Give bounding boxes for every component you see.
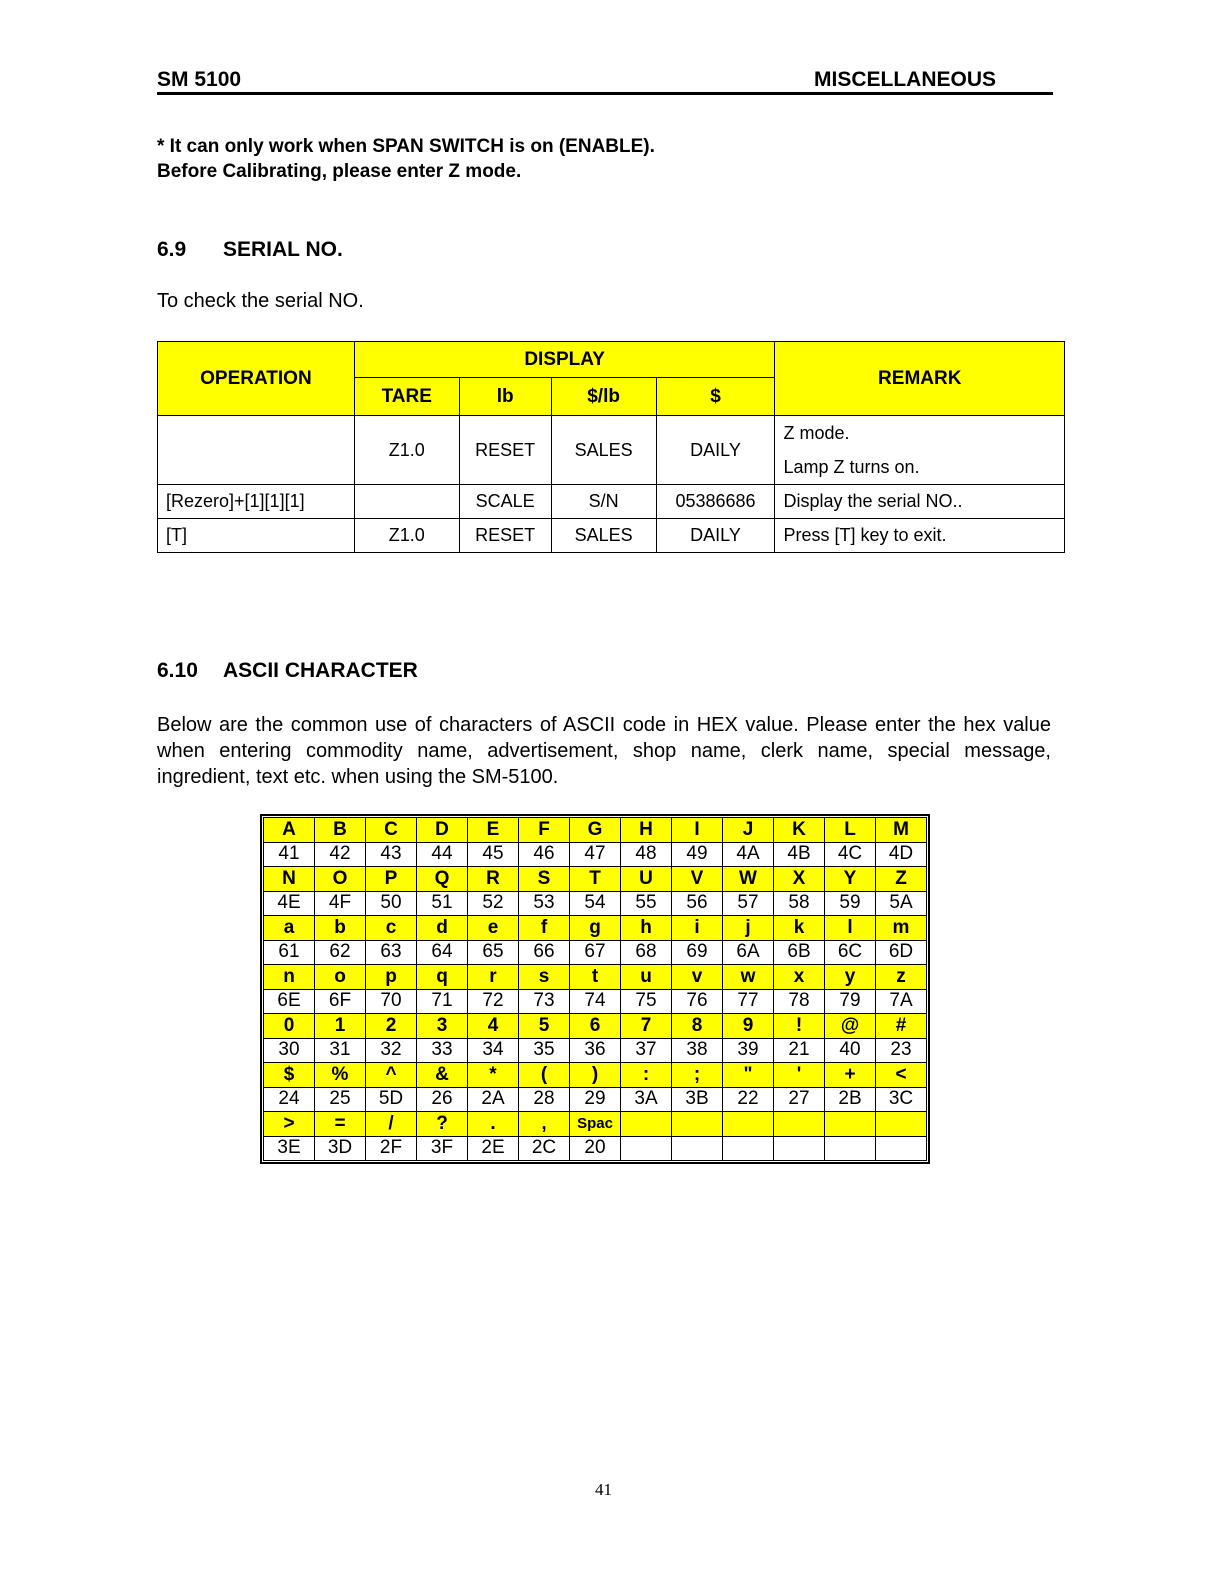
ascii-hex-cell: 59 <box>825 891 876 916</box>
ascii-hex-cell: 39 <box>723 1038 774 1063</box>
ascii-hex-cell: 70 <box>366 989 417 1014</box>
ascii-hex-row <box>264 891 927 916</box>
ascii-hex-cell: 58 <box>774 891 825 916</box>
ascii-hex-cell: 57 <box>723 891 774 916</box>
ascii-hex-cell: 27 <box>774 1087 825 1112</box>
ascii-char-cell: H <box>621 818 672 843</box>
ascii-char-cell: 9 <box>723 1014 774 1039</box>
ascii-char-row <box>264 1014 927 1039</box>
ascii-char-cell: J <box>723 818 774 843</box>
ascii-table <box>263 817 927 1161</box>
ascii-hex-cell: 24 <box>264 1087 315 1112</box>
ascii-hex-cell: 51 <box>417 891 468 916</box>
ascii-hex-cell: 21 <box>774 1038 825 1063</box>
header-operation: OPERATION <box>158 342 355 416</box>
ascii-hex-cell: 74 <box>570 989 621 1014</box>
ascii-char-cell: % <box>315 1063 366 1088</box>
header-model: SM 5100 <box>157 68 242 91</box>
ascii-char-cell: 1 <box>315 1014 366 1039</box>
ascii-char-cell: D <box>417 818 468 843</box>
ascii-char-cell: v <box>672 965 723 990</box>
header-lb: lb <box>459 378 551 416</box>
ascii-hex-cell: 2F <box>366 1136 417 1161</box>
table-row <box>158 416 1065 485</box>
ascii-hex-cell <box>825 1136 876 1161</box>
ascii-char-cell: ) <box>570 1063 621 1088</box>
ascii-hex-cell: 4C <box>825 842 876 867</box>
ascii-char-cell: N <box>264 867 315 892</box>
ascii-hex-cell: 42 <box>315 842 366 867</box>
ascii-char-cell: d <box>417 916 468 941</box>
ascii-char-cell: R <box>468 867 519 892</box>
ascii-hex-cell <box>876 1136 927 1161</box>
ascii-char-cell: . <box>468 1112 519 1137</box>
ascii-hex-cell: 4E <box>264 891 315 916</box>
ascii-hex-row <box>264 842 927 867</box>
ascii-char-cell <box>621 1112 672 1137</box>
header-tare: TARE <box>354 378 459 416</box>
ascii-hex-cell: 3E <box>264 1136 315 1161</box>
ascii-char-cell: P <box>366 867 417 892</box>
ascii-table-frame <box>260 814 930 1164</box>
note-span-switch: * It can only work when SPAN SWITCH is on (ENABLE). <box>157 136 655 157</box>
ascii-hex-cell: 43 <box>366 842 417 867</box>
ascii-hex-cell: 47 <box>570 842 621 867</box>
ascii-hex-cell: 29 <box>570 1087 621 1112</box>
ascii-char-cell: , <box>519 1112 570 1137</box>
ascii-hex-cell: 46 <box>519 842 570 867</box>
ascii-char-cell: * <box>468 1063 519 1088</box>
cell-remark <box>775 416 1065 485</box>
ascii-char-cell: = <box>315 1112 366 1137</box>
header-section: MISCELLANEOUS <box>814 68 997 91</box>
table-row <box>158 485 1065 519</box>
ascii-hex-cell: 2E <box>468 1136 519 1161</box>
ascii-char-cell: q <box>417 965 468 990</box>
ascii-hex-cell <box>621 1136 672 1161</box>
ascii-hex-cell: 3D <box>315 1136 366 1161</box>
ascii-char-cell: ' <box>774 1063 825 1088</box>
ascii-hex-cell: 50 <box>366 891 417 916</box>
ascii-char-cell: Q <box>417 867 468 892</box>
ascii-char-cell: : <box>621 1063 672 1088</box>
ascii-char-cell: ? <box>417 1112 468 1137</box>
ascii-char-cell: # <box>876 1014 927 1039</box>
ascii-char-cell: 8 <box>672 1014 723 1039</box>
ascii-hex-row <box>264 1038 927 1063</box>
ascii-hex-cell: 32 <box>366 1038 417 1063</box>
remark-line: Lamp Z turns on. <box>783 457 920 477</box>
ascii-description: Below are the common use of characters of ASCII code in HEX value. Please enter the hex value when entering commodity name, advertisement, shop name, clerk name, special message, ingredient, text etc. when using the SM-5100. <box>157 714 1051 788</box>
ascii-hex-row <box>264 1087 927 1112</box>
ascii-hex-cell: 71 <box>417 989 468 1014</box>
ascii-char-cell: T <box>570 867 621 892</box>
ascii-hex-cell: 56 <box>672 891 723 916</box>
ascii-char-cell <box>825 1112 876 1137</box>
ascii-char-cell: j <box>723 916 774 941</box>
ascii-char-cell: u <box>621 965 672 990</box>
ascii-char-cell: 4 <box>468 1014 519 1039</box>
section-title: ASCII CHARACTER <box>223 659 418 682</box>
ascii-hex-cell: 63 <box>366 940 417 965</box>
ascii-char-cell: E <box>468 818 519 843</box>
cell-tare: Z1.0 <box>354 416 459 485</box>
ascii-char-cell: o <box>315 965 366 990</box>
ascii-char-cell: b <box>315 916 366 941</box>
ascii-char-cell: F <box>519 818 570 843</box>
ascii-char-cell: / <box>366 1112 417 1137</box>
ascii-char-cell: W <box>723 867 774 892</box>
cell-dollar: DAILY <box>656 416 775 485</box>
ascii-hex-cell: 31 <box>315 1038 366 1063</box>
ascii-hex-cell: 33 <box>417 1038 468 1063</box>
cell-operation <box>158 416 355 485</box>
ascii-char-cell: X <box>774 867 825 892</box>
ascii-hex-cell: 77 <box>723 989 774 1014</box>
ascii-hex-cell: 6C <box>825 940 876 965</box>
ascii-hex-cell: 53 <box>519 891 570 916</box>
ascii-char-cell: < <box>876 1063 927 1088</box>
ascii-char-cell: L <box>825 818 876 843</box>
serial-intro: To check the serial NO. <box>157 290 364 312</box>
ascii-hex-cell: 34 <box>468 1038 519 1063</box>
cell-operation: [T] <box>158 519 355 553</box>
ascii-char-cell: 0 <box>264 1014 315 1039</box>
section-title: SERIAL NO. <box>223 238 343 261</box>
ascii-hex-cell: 78 <box>774 989 825 1014</box>
ascii-hex-cell: 20 <box>570 1136 621 1161</box>
remark-line: Z mode. <box>783 423 850 443</box>
serial-table <box>157 341 1065 553</box>
cell-operation: [Rezero]+[1][1][1] <box>158 485 355 519</box>
page-number: 41 <box>595 1480 612 1499</box>
ascii-char-row <box>264 818 927 843</box>
ascii-hex-cell: 4F <box>315 891 366 916</box>
cell-lb: RESET <box>459 416 551 485</box>
ascii-char-row <box>264 1063 927 1088</box>
ascii-char-cell: a <box>264 916 315 941</box>
ascii-hex-cell: 4B <box>774 842 825 867</box>
ascii-char-cell: Z <box>876 867 927 892</box>
cell-tare: Z1.0 <box>354 519 459 553</box>
table-row <box>158 519 1065 553</box>
ascii-hex-cell: 28 <box>519 1087 570 1112</box>
cell-dollar: DAILY <box>656 519 775 553</box>
ascii-hex-cell: 73 <box>519 989 570 1014</box>
ascii-char-row <box>264 916 927 941</box>
ascii-hex-cell: 79 <box>825 989 876 1014</box>
ascii-char-cell <box>774 1112 825 1137</box>
ascii-char-row <box>264 867 927 892</box>
cell-dollar-lb: SALES <box>551 519 656 553</box>
ascii-char-cell: @ <box>825 1014 876 1039</box>
ascii-char-cell: i <box>672 916 723 941</box>
header-dollar: $ <box>656 378 775 416</box>
ascii-hex-cell: 6F <box>315 989 366 1014</box>
cell-lb: RESET <box>459 519 551 553</box>
ascii-char-cell: 5 <box>519 1014 570 1039</box>
ascii-hex-cell: 2B <box>825 1087 876 1112</box>
ascii-char-cell: p <box>366 965 417 990</box>
ascii-char-cell: 7 <box>621 1014 672 1039</box>
ascii-char-cell: I <box>672 818 723 843</box>
ascii-char-row <box>264 965 927 990</box>
ascii-char-cell: ; <box>672 1063 723 1088</box>
header-rule <box>157 92 1053 95</box>
ascii-hex-cell: 35 <box>519 1038 570 1063</box>
note-z-mode: Before Calibrating, please enter Z mode. <box>157 161 522 182</box>
ascii-char-cell: h <box>621 916 672 941</box>
ascii-hex-cell: 5A <box>876 891 927 916</box>
ascii-char-cell: 3 <box>417 1014 468 1039</box>
ascii-hex-cell: 6B <box>774 940 825 965</box>
ascii-hex-row <box>264 940 927 965</box>
ascii-char-cell: w <box>723 965 774 990</box>
cell-dollar-lb: SALES <box>551 416 656 485</box>
cell-dollar: 05386686 <box>656 485 775 519</box>
ascii-char-cell: ^ <box>366 1063 417 1088</box>
cell-remark: Press [T] key to exit. <box>775 519 1065 553</box>
ascii-hex-cell: 3B <box>672 1087 723 1112</box>
ascii-hex-cell: 37 <box>621 1038 672 1063</box>
ascii-char-cell: m <box>876 916 927 941</box>
ascii-char-cell: e <box>468 916 519 941</box>
ascii-char-cell: & <box>417 1063 468 1088</box>
ascii-char-cell: V <box>672 867 723 892</box>
section-number: 6.10 <box>157 659 198 682</box>
ascii-char-cell: ( <box>519 1063 570 1088</box>
ascii-char-cell: > <box>264 1112 315 1137</box>
ascii-char-cell: f <box>519 916 570 941</box>
ascii-char-cell: n <box>264 965 315 990</box>
ascii-hex-cell: 44 <box>417 842 468 867</box>
ascii-char-cell: S <box>519 867 570 892</box>
section-heading-serial <box>157 238 343 262</box>
ascii-hex-cell: 2A <box>468 1087 519 1112</box>
ascii-char-cell: r <box>468 965 519 990</box>
ascii-char-cell: Spac <box>570 1112 621 1137</box>
ascii-hex-cell <box>723 1136 774 1161</box>
ascii-char-cell: B <box>315 818 366 843</box>
ascii-hex-cell: 62 <box>315 940 366 965</box>
section-heading-ascii <box>157 659 418 683</box>
ascii-hex-cell: 3C <box>876 1087 927 1112</box>
ascii-char-cell <box>876 1112 927 1137</box>
ascii-hex-cell: 6A <box>723 940 774 965</box>
ascii-char-cell: s <box>519 965 570 990</box>
ascii-hex-cell: 2C <box>519 1136 570 1161</box>
ascii-char-cell: " <box>723 1063 774 1088</box>
ascii-hex-cell: 76 <box>672 989 723 1014</box>
ascii-hex-cell: 23 <box>876 1038 927 1063</box>
ascii-char-cell: U <box>621 867 672 892</box>
ascii-char-cell: g <box>570 916 621 941</box>
ascii-char-cell <box>672 1112 723 1137</box>
ascii-char-cell: K <box>774 818 825 843</box>
ascii-hex-row <box>264 989 927 1014</box>
ascii-char-cell: k <box>774 916 825 941</box>
header-remark: REMARK <box>775 342 1065 416</box>
ascii-hex-cell: 4D <box>876 842 927 867</box>
ascii-char-cell: C <box>366 818 417 843</box>
ascii-char-cell: z <box>876 965 927 990</box>
header-dollar-lb: $/lb <box>551 378 656 416</box>
ascii-char-cell: y <box>825 965 876 990</box>
ascii-hex-cell: 45 <box>468 842 519 867</box>
ascii-hex-cell <box>774 1136 825 1161</box>
ascii-hex-cell: 6D <box>876 940 927 965</box>
ascii-hex-cell: 65 <box>468 940 519 965</box>
ascii-hex-cell: 64 <box>417 940 468 965</box>
ascii-hex-cell: 40 <box>825 1038 876 1063</box>
ascii-hex-cell: 22 <box>723 1087 774 1112</box>
ascii-hex-cell: 38 <box>672 1038 723 1063</box>
ascii-hex-cell: 68 <box>621 940 672 965</box>
header-display: DISPLAY <box>354 342 775 378</box>
ascii-char-cell: O <box>315 867 366 892</box>
ascii-hex-cell: 69 <box>672 940 723 965</box>
ascii-char-cell: c <box>366 916 417 941</box>
ascii-hex-cell: 30 <box>264 1038 315 1063</box>
ascii-hex-cell: 3A <box>621 1087 672 1112</box>
cell-tare <box>354 485 459 519</box>
ascii-char-cell: 6 <box>570 1014 621 1039</box>
ascii-char-cell: ! <box>774 1014 825 1039</box>
ascii-hex-cell: 75 <box>621 989 672 1014</box>
ascii-char-cell: G <box>570 818 621 843</box>
ascii-hex-row <box>264 1136 927 1161</box>
ascii-char-cell: A <box>264 818 315 843</box>
ascii-hex-cell: 49 <box>672 842 723 867</box>
ascii-hex-cell: 41 <box>264 842 315 867</box>
ascii-char-cell: x <box>774 965 825 990</box>
ascii-char-cell: $ <box>264 1063 315 1088</box>
ascii-hex-cell <box>672 1136 723 1161</box>
cell-dollar-lb: S/N <box>551 485 656 519</box>
ascii-char-cell: + <box>825 1063 876 1088</box>
cell-lb: SCALE <box>459 485 551 519</box>
ascii-hex-cell: 36 <box>570 1038 621 1063</box>
cell-remark: Display the serial NO.. <box>775 485 1065 519</box>
ascii-hex-cell: 4A <box>723 842 774 867</box>
ascii-hex-cell: 72 <box>468 989 519 1014</box>
ascii-hex-cell: 6E <box>264 989 315 1014</box>
ascii-hex-cell: 67 <box>570 940 621 965</box>
ascii-hex-cell: 5D <box>366 1087 417 1112</box>
ascii-hex-cell: 55 <box>621 891 672 916</box>
ascii-char-row <box>264 1112 927 1137</box>
ascii-char-cell: l <box>825 916 876 941</box>
ascii-hex-cell: 26 <box>417 1087 468 1112</box>
ascii-hex-cell: 25 <box>315 1087 366 1112</box>
ascii-char-cell: Y <box>825 867 876 892</box>
ascii-char-cell: t <box>570 965 621 990</box>
ascii-hex-cell: 61 <box>264 940 315 965</box>
ascii-char-cell <box>723 1112 774 1137</box>
ascii-hex-cell: 3F <box>417 1136 468 1161</box>
ascii-hex-cell: 48 <box>621 842 672 867</box>
ascii-hex-cell: 7A <box>876 989 927 1014</box>
ascii-hex-cell: 66 <box>519 940 570 965</box>
ascii-hex-cell: 52 <box>468 891 519 916</box>
ascii-char-cell: M <box>876 818 927 843</box>
section-number: 6.9 <box>157 238 187 261</box>
ascii-char-cell: 2 <box>366 1014 417 1039</box>
ascii-hex-cell: 54 <box>570 891 621 916</box>
